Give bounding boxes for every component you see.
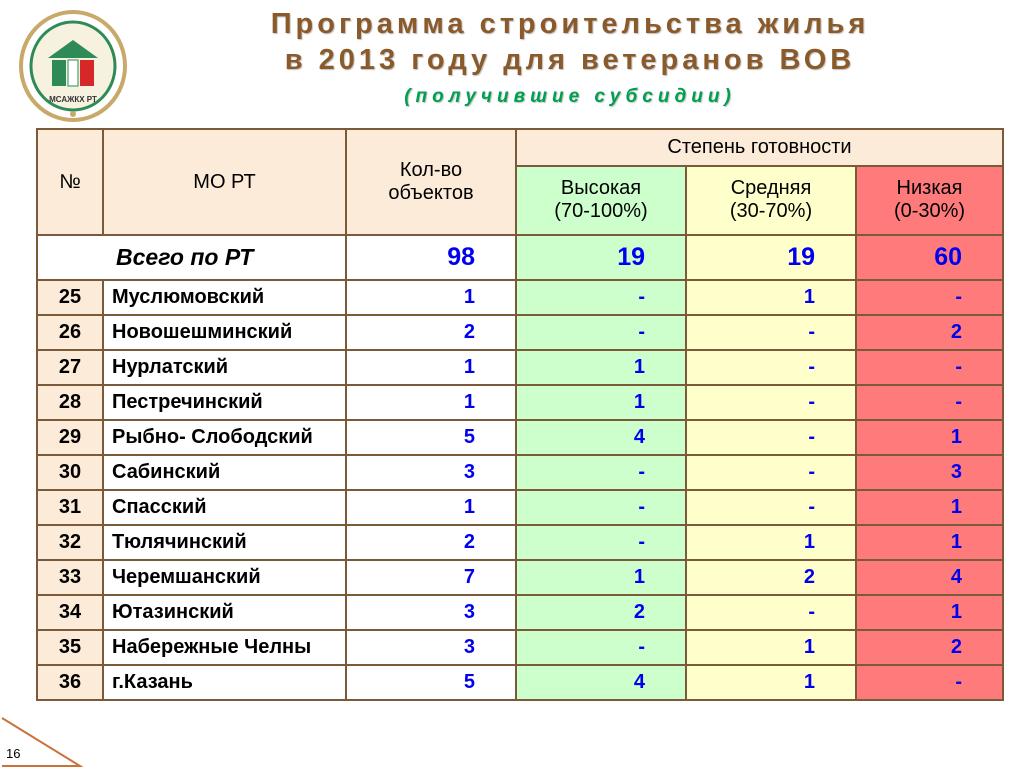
row-mid: - [686, 595, 856, 630]
row-mid: - [686, 455, 856, 490]
row-high: 4 [516, 665, 686, 700]
table-row [37, 455, 1003, 490]
row-low: 3 [856, 455, 1003, 490]
row-high: - [516, 455, 686, 490]
row-num: 36 [37, 665, 103, 700]
row-high: 1 [516, 560, 686, 595]
row-mo-name: Набережные Челны [103, 630, 346, 665]
row-high: - [516, 490, 686, 525]
total-high: 19 [516, 235, 686, 280]
table-row [37, 595, 1003, 630]
row-mid: - [686, 420, 856, 455]
row-mo-name: Спасский [103, 490, 346, 525]
row-num: 32 [37, 525, 103, 560]
table-row [37, 525, 1003, 560]
header-num: № [37, 129, 103, 235]
row-num: 34 [37, 595, 103, 630]
row-mo-name: Муслюмовский [103, 280, 346, 315]
row-num: 29 [37, 420, 103, 455]
table-row [37, 560, 1003, 595]
header-mid [686, 166, 856, 235]
row-low: - [856, 280, 1003, 315]
row-low: 1 [856, 420, 1003, 455]
header-mid-line1: Средняя [730, 177, 812, 200]
row-low: - [856, 385, 1003, 420]
total-mid: 19 [686, 235, 856, 280]
row-mo-name: Ютазинский [103, 595, 346, 630]
header-readiness: Степень готовности [516, 129, 1003, 166]
header-low-line1: Низкая [896, 177, 963, 200]
row-mid: 1 [686, 630, 856, 665]
header-mid-line2: (30-70%) [729, 200, 813, 223]
row-high: - [516, 630, 686, 665]
row-mid: - [686, 385, 856, 420]
title-line-2: в 2013 году для ветеранов ВОВ [284, 44, 856, 76]
row-count: 1 [346, 490, 516, 525]
row-mid: 2 [686, 560, 856, 595]
row-low: 1 [856, 595, 1003, 630]
logo-text: МСАЖКХ РТ [49, 95, 97, 104]
total-count: 98 [346, 235, 516, 280]
row-num: 26 [37, 315, 103, 350]
row-count: 5 [346, 665, 516, 700]
row-mid: 1 [686, 280, 856, 315]
row-low: - [856, 350, 1003, 385]
row-count: 3 [346, 455, 516, 490]
row-mo-name: Новошешминский [103, 315, 346, 350]
row-num: 31 [37, 490, 103, 525]
total-row [37, 235, 1003, 280]
header-high-line1: Высокая [560, 177, 642, 200]
row-low: 1 [856, 490, 1003, 525]
row-num: 35 [37, 630, 103, 665]
row-count: 2 [346, 315, 516, 350]
header-high-line2: (70-100%) [554, 200, 648, 223]
row-low: 2 [856, 315, 1003, 350]
row-num: 28 [37, 385, 103, 420]
header-low [856, 166, 1003, 235]
table-row [37, 490, 1003, 525]
row-count: 1 [346, 280, 516, 315]
row-high: 2 [516, 595, 686, 630]
header-high [516, 166, 686, 235]
row-high: 1 [516, 385, 686, 420]
table-row [37, 385, 1003, 420]
row-mid: - [686, 350, 856, 385]
construction-table [36, 128, 1004, 701]
row-mid: - [686, 490, 856, 525]
row-low: 1 [856, 525, 1003, 560]
row-mid: 1 [686, 665, 856, 700]
row-num: 25 [37, 280, 103, 315]
table-row [37, 630, 1003, 665]
row-count: 1 [346, 350, 516, 385]
row-mo-name: Рыбно- Слободский [103, 420, 346, 455]
row-mid: - [686, 315, 856, 350]
row-mo-name: Тюлячинский [103, 525, 346, 560]
header-count-line1: Кол-во [399, 159, 463, 181]
row-mo-name: Черемшанский [103, 560, 346, 595]
row-high: - [516, 280, 686, 315]
row-mid: 1 [686, 525, 856, 560]
row-num: 30 [37, 455, 103, 490]
row-high: 4 [516, 420, 686, 455]
table-row [37, 420, 1003, 455]
row-count: 1 [346, 385, 516, 420]
table-row [37, 315, 1003, 350]
ministry-logo [18, 10, 128, 122]
row-count: 7 [346, 560, 516, 595]
header-low-line2: (0-30%) [893, 200, 966, 223]
total-low: 60 [856, 235, 1003, 280]
header-count-line2: объектов [388, 182, 474, 204]
total-label: Всего по РТ [37, 235, 346, 280]
row-low: 4 [856, 560, 1003, 595]
row-mo-name: Сабинский [103, 455, 346, 490]
row-high: - [516, 525, 686, 560]
header-mo: МО РТ [103, 129, 346, 235]
row-mo-name: Нурлатский [103, 350, 346, 385]
row-high: 1 [516, 350, 686, 385]
table-row [37, 665, 1003, 700]
header-count [346, 129, 516, 235]
row-count: 3 [346, 595, 516, 630]
title-subtitle: (получившие субсидии) [404, 86, 736, 107]
row-num: 27 [37, 350, 103, 385]
row-low: 2 [856, 630, 1003, 665]
row-high: - [516, 315, 686, 350]
row-mo-name: г.Казань [103, 665, 346, 700]
row-count: 5 [346, 420, 516, 455]
row-count: 3 [346, 630, 516, 665]
table-row [37, 280, 1003, 315]
row-mo-name: Пестречинский [103, 385, 346, 420]
table-row [37, 350, 1003, 385]
title-line-1: Программа строительства жилья [270, 8, 870, 40]
row-num: 33 [37, 560, 103, 595]
page-number: 16 [6, 746, 21, 761]
row-count: 2 [346, 525, 516, 560]
row-low: - [856, 665, 1003, 700]
